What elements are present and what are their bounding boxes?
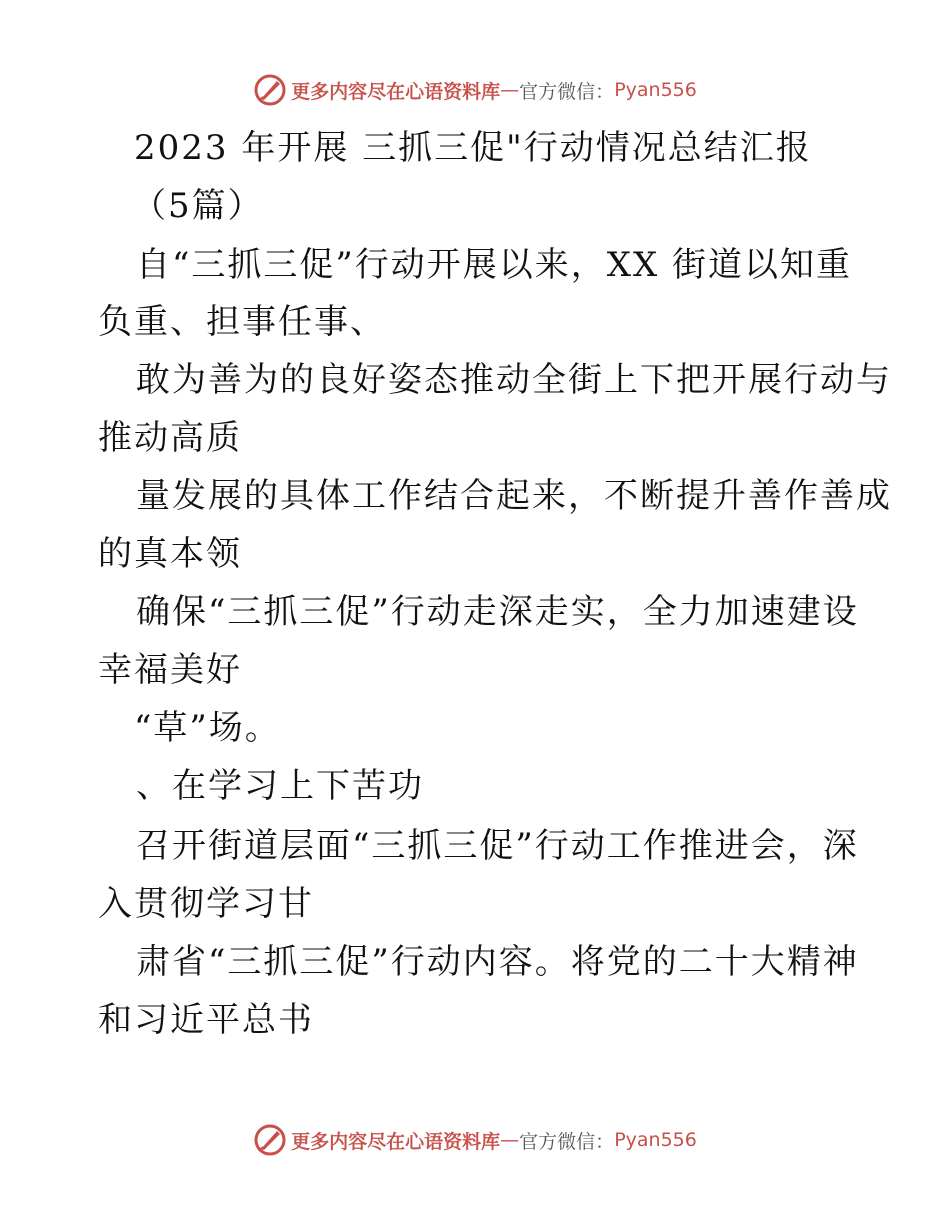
paragraph-line: 和习近平总书 bbox=[98, 1000, 314, 1040]
banner-wechat-label: 官方微信： bbox=[519, 80, 615, 103]
paragraph-line: 推动高质 bbox=[98, 418, 242, 458]
banner-wechat-label: 官方微信： bbox=[519, 1130, 615, 1153]
banner-dash: — bbox=[500, 1129, 520, 1151]
paragraph-line: 肃省“三抓三促”行动内容。将党的二十大精神 bbox=[136, 942, 859, 982]
footer-banner bbox=[0, 1122, 950, 1158]
paragraph-line: “草”场。 bbox=[134, 708, 281, 748]
banner-wechat-id: Pyan556 bbox=[614, 1129, 697, 1151]
paragraph-line: 确保“三抓三促”行动走深走实，全力加速建设 bbox=[136, 592, 859, 632]
header-banner bbox=[0, 72, 950, 108]
paragraph-line: 负重、担事任事、 bbox=[98, 302, 386, 342]
feather-logo-icon bbox=[253, 73, 287, 107]
document-title: 2023 年开展 三抓三促"行动情况总结汇报 bbox=[134, 128, 812, 168]
section-heading: 、在学习上下苦功 bbox=[136, 766, 424, 806]
banner-site-text: 更多内容尽在心语资料库 bbox=[291, 1130, 501, 1153]
banner-wechat-id: Pyan556 bbox=[614, 79, 697, 101]
banner-site-text: 更多内容尽在心语资料库 bbox=[291, 80, 501, 103]
banner-dash: — bbox=[500, 79, 520, 101]
feather-logo-icon bbox=[253, 1123, 287, 1157]
paragraph-line: 入贯彻学习甘 bbox=[98, 884, 314, 924]
paragraph-line: 的真本领 bbox=[98, 534, 242, 574]
paragraph-line: 召开街道层面“三抓三促”行动工作推进会，深 bbox=[136, 826, 859, 866]
paragraph-line: 自“三抓三促”行动开展以来，XX 街道以知重 bbox=[136, 245, 852, 285]
paragraph-line: 量发展的具体工作结合起来，不断提升善作善成 bbox=[136, 476, 892, 516]
paragraph-line: 幸福美好 bbox=[98, 650, 242, 690]
document-subtitle: （5篇） bbox=[132, 186, 264, 226]
paragraph-line: 敢为善为的良好姿态推动全街上下把开展行动与 bbox=[136, 360, 892, 400]
